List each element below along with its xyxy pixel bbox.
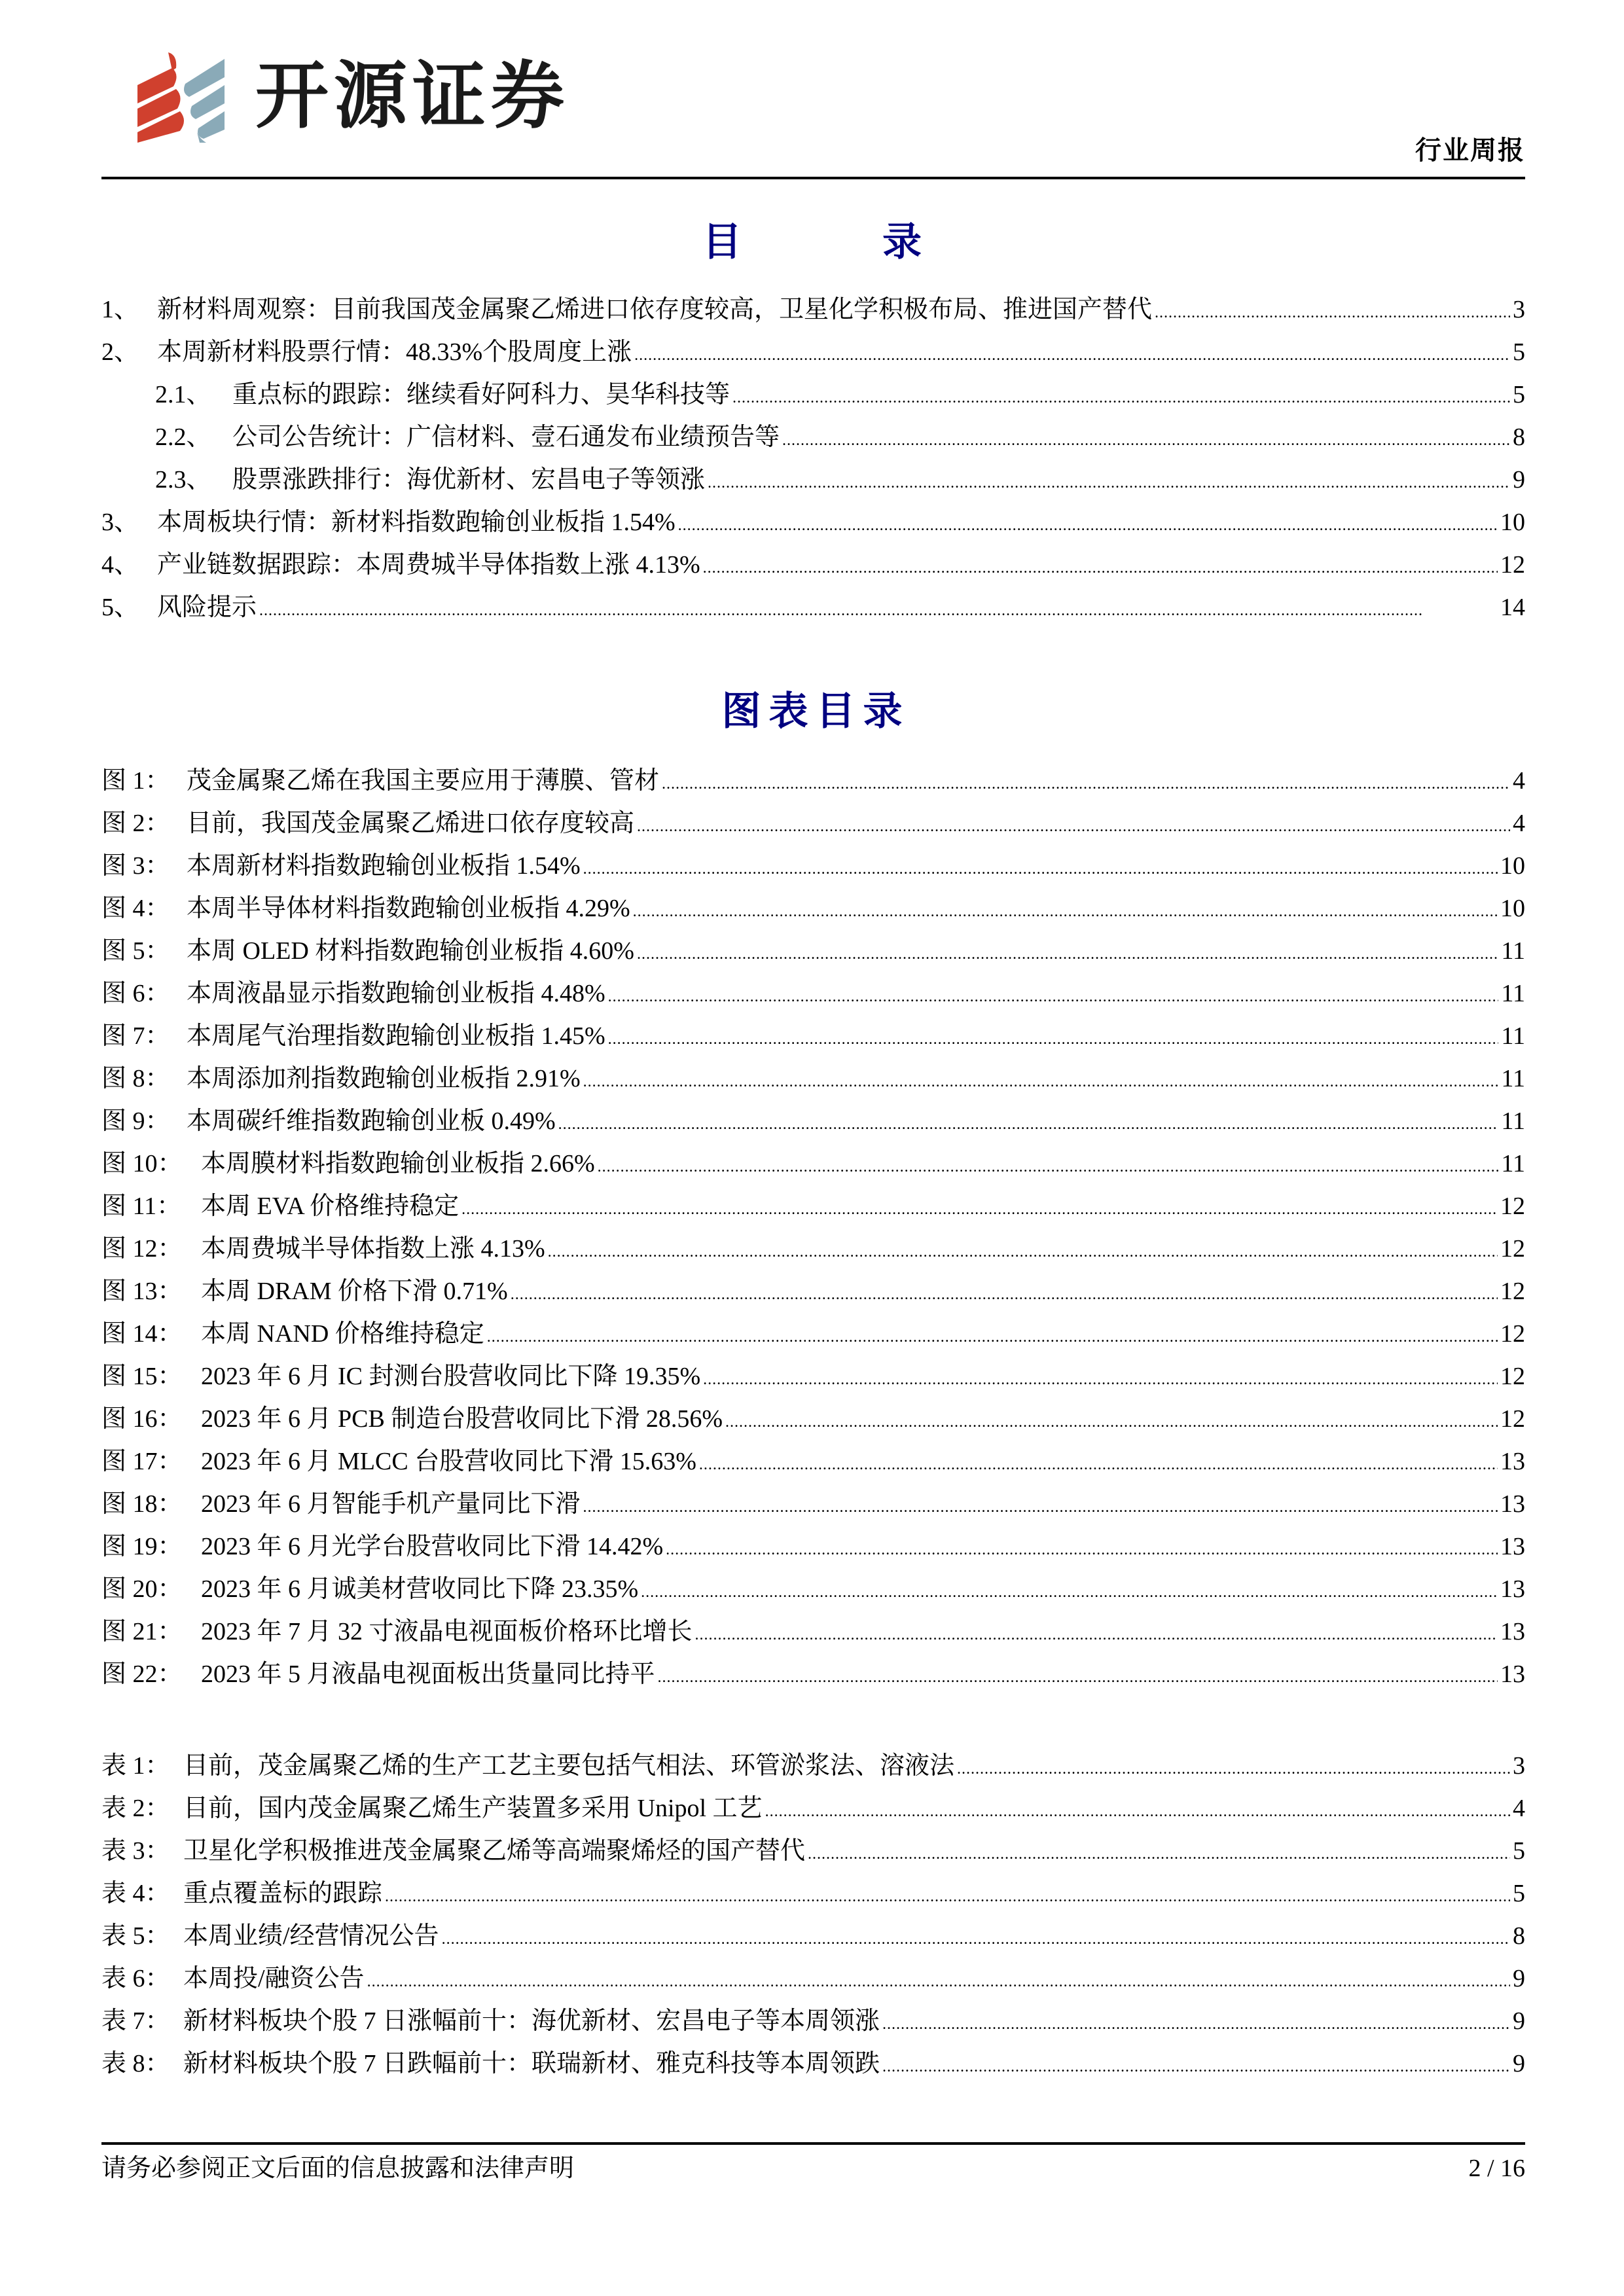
toc-entry-number: 2.3、	[155, 465, 211, 493]
figure-entry-page: 13	[1500, 1660, 1525, 1688]
dot-leader	[782, 422, 1510, 452]
toc-entry-label: 公司公告统计：广信材料、壹石通发布业绩预告等	[232, 423, 780, 451]
brand-name: 开源证券	[255, 54, 569, 139]
dot-leader	[487, 1319, 1498, 1349]
figure-entry-label: 本周液晶显示指数跑输创业板指 4.48%	[187, 979, 605, 1007]
table-entry[interactable]	[101, 2000, 1525, 2042]
table-entry-number: 表 5：	[101, 1922, 170, 1950]
table-entry-number: 表 8：	[101, 2049, 170, 2077]
figure-entry-label: 本周 EVA 价格维持稳定	[201, 1192, 460, 1220]
dot-leader	[583, 851, 1498, 881]
dot-leader	[703, 1361, 1498, 1391]
figure-entry-page: 10	[1500, 894, 1525, 922]
dot-leader	[678, 507, 1498, 537]
figure-entry-label: 2023 年 7 月 32 寸液晶电视面板价格环比增长	[201, 1617, 693, 1645]
toc-entry-page: 10	[1500, 508, 1525, 536]
dot-leader	[1155, 295, 1510, 325]
header-divider	[101, 177, 1525, 179]
figure-entry-label: 2023 年 6 月 MLCC 台股营收同比下滑 15.63%	[201, 1447, 696, 1475]
toc-entry[interactable]	[101, 543, 1525, 586]
figure-entry-page: 13	[1500, 1617, 1525, 1645]
figure-entry-label: 本周 OLED 材料指数跑输创业板指 4.60%	[187, 937, 634, 965]
figure-entry[interactable]	[101, 887, 1525, 929]
table-entry-page: 9	[1513, 2007, 1525, 2035]
table-entry[interactable]	[101, 1957, 1525, 2000]
figure-entry-number: 图 7：	[101, 1022, 170, 1050]
dot-leader	[634, 337, 1510, 367]
figure-entry[interactable]	[101, 1270, 1525, 1312]
figure-entry-label: 2023 年 6 月 IC 封测台股营收同比下降 19.35%	[201, 1362, 701, 1390]
figure-entry-label: 2023 年 6 月 PCB 制造台股营收同比下滑 28.56%	[201, 1405, 723, 1433]
figure-entry[interactable]	[101, 1355, 1525, 1397]
figure-entry-page: 12	[1500, 1405, 1525, 1433]
figure-entry-number: 图 13：	[101, 1277, 183, 1305]
figure-entry-page: 11	[1501, 979, 1525, 1007]
figure-entry-number: 图 11：	[101, 1192, 182, 1220]
figure-entry-number: 图 14：	[101, 1319, 183, 1348]
figure-entry-number: 图 18：	[101, 1490, 183, 1518]
footer-divider	[101, 2142, 1525, 2145]
table-entry-label: 本周投/融资公告	[183, 1964, 365, 1992]
figure-entry-page: 12	[1500, 1192, 1525, 1220]
table-entry-number: 表 6：	[101, 1964, 170, 1992]
dot-leader	[259, 592, 1498, 622]
figure-entry-label: 2023 年 6 月智能手机产量同比下滑	[201, 1490, 581, 1518]
dot-leader	[511, 1276, 1498, 1306]
figure-entry-label: 2023 年 6 月光学台股营收同比下滑 14.42%	[201, 1532, 664, 1560]
dot-leader	[367, 1964, 1510, 1994]
table-entry-page: 8	[1513, 1922, 1525, 1950]
figure-entry-label: 2023 年 6 月诚美材营收同比下降 23.35%	[201, 1575, 639, 1603]
toc-list	[101, 288, 1525, 628]
figure-entry-number: 图 10：	[101, 1149, 183, 1177]
figure-entry[interactable]	[101, 1014, 1525, 1057]
figure-entry-page: 13	[1500, 1532, 1525, 1560]
figure-entry-number: 图 21：	[101, 1617, 183, 1645]
dot-leader	[808, 1836, 1510, 1866]
figure-entry-page: 4	[1513, 809, 1525, 837]
toc-entry[interactable]	[101, 586, 1525, 628]
figure-entry-page: 12	[1500, 1362, 1525, 1390]
figures-list	[101, 759, 1525, 1695]
toc-entry-number: 2.2、	[155, 423, 211, 451]
figure-entry-page: 11	[1501, 1064, 1525, 1092]
table-entry-label: 新材料板块个股 7 日涨幅前十：海优新材、宏昌电子等本周领涨	[183, 2007, 880, 2035]
figure-entry-number: 图 9：	[101, 1107, 170, 1135]
table-entry-number: 表 4：	[101, 1879, 170, 1907]
figure-entry-label: 本周半导体材料指数跑输创业板指 4.29%	[187, 894, 630, 922]
figure-entry-label: 目前，我国茂金属聚乙烯进口依存度较高	[187, 809, 635, 837]
table-entry-label: 重点覆盖标的跟踪	[183, 1879, 383, 1907]
figure-entry-page: 10	[1500, 852, 1525, 880]
dot-leader	[641, 1574, 1498, 1604]
table-entry-number: 表 1：	[101, 1751, 170, 1780]
figure-entry-label: 茂金属聚乙烯在我国主要应用于薄膜、管材	[187, 766, 660, 795]
figure-entry-number: 图 12：	[101, 1234, 183, 1263]
dot-leader	[461, 1191, 1498, 1221]
toc-entry-label: 本周板块行情：新材料指数跑输创业板指 1.54%	[157, 508, 676, 536]
dot-leader	[703, 550, 1498, 580]
figure-entry-number: 图 17：	[101, 1447, 183, 1475]
figure-entry[interactable]	[101, 1568, 1525, 1610]
figure-entry-number: 图 3：	[101, 852, 170, 880]
toc-title: 目 录	[702, 221, 987, 264]
figure-entry[interactable]	[101, 1185, 1525, 1227]
dot-leader	[699, 1446, 1498, 1477]
figure-entry-number: 图 8：	[101, 1064, 170, 1092]
toc-entry-page: 9	[1513, 465, 1525, 493]
figure-entry-number: 图 15：	[101, 1362, 183, 1390]
dot-leader	[633, 893, 1498, 924]
dot-leader	[695, 1617, 1498, 1647]
toc-entry-page: 5	[1513, 338, 1525, 366]
table-entry[interactable]	[101, 1787, 1525, 1829]
figure-entry-page: 13	[1500, 1490, 1525, 1518]
dot-leader	[732, 380, 1510, 410]
figure-entry[interactable]	[101, 802, 1525, 844]
figure-entry[interactable]	[101, 1440, 1525, 1482]
dot-leader	[637, 936, 1498, 966]
figure-entry-page: 13	[1500, 1575, 1525, 1603]
figure-entry-label: 本周尾气治理指数跑输创业板指 1.45%	[187, 1022, 605, 1050]
figure-entry-label: 本周碳纤维指数跑输创业板 0.49%	[187, 1107, 556, 1135]
toc-entry-page: 14	[1500, 593, 1525, 621]
figure-entry[interactable]	[101, 972, 1525, 1014]
dot-leader	[658, 1659, 1498, 1689]
dot-leader	[725, 1404, 1498, 1434]
figure-entry-label: 本周新材料指数跑输创业板指 1.54%	[187, 852, 581, 880]
toc-subentry[interactable]	[101, 416, 1525, 458]
dot-leader	[583, 1489, 1498, 1519]
dot-leader	[608, 978, 1499, 1009]
toc-entry-label: 风险提示	[157, 593, 257, 621]
table-entry-label: 新材料板块个股 7 日跌幅前十：联瑞新材、雅克科技等本周领跌	[183, 2049, 880, 2077]
table-entry-page: 4	[1513, 1794, 1525, 1822]
figure-entry-number: 图 2：	[101, 809, 170, 837]
figure-entry-page: 11	[1501, 1107, 1525, 1135]
figure-entry[interactable]	[101, 1100, 1525, 1142]
figure-entry-label: 本周费城半导体指数上涨 4.13%	[201, 1234, 545, 1263]
figure-entry-page: 12	[1500, 1234, 1525, 1263]
figure-entry-number: 图 19：	[101, 1532, 183, 1560]
dot-leader	[548, 1234, 1498, 1264]
toc-entry-label: 产业链数据跟踪：本周费城半导体指数上涨 4.13%	[157, 550, 700, 579]
figure-entry-page: 12	[1500, 1319, 1525, 1348]
figure-entry-label: 本周 NAND 价格维持稳定	[201, 1319, 484, 1348]
toc-entry-page: 5	[1513, 380, 1525, 408]
dot-leader	[442, 1921, 1510, 1951]
figure-entry-page: 11	[1501, 1022, 1525, 1050]
tables-list	[101, 1744, 1525, 2085]
toc-entry-label: 本周新材料股票行情：48.33%个股周度上涨	[157, 338, 632, 366]
report-type-label: 行业周报	[1415, 135, 1525, 165]
toc-entry-label: 重点标的跟踪：继续看好阿科力、昊华科技等	[232, 380, 731, 408]
table-entry-page: 9	[1513, 1964, 1525, 1992]
toc-entry-number: 4、	[101, 550, 139, 579]
dot-leader	[637, 808, 1510, 838]
toc-entry-number: 3、	[101, 508, 139, 536]
toc-entry-page: 3	[1513, 295, 1525, 323]
dot-leader	[882, 2049, 1510, 2079]
dot-leader	[583, 1064, 1499, 1094]
table-entry[interactable]	[101, 1872, 1525, 1914]
figure-entry-number: 图 1：	[101, 766, 170, 795]
toc-entry-label: 股票涨跌排行：海优新材、宏昌电子等领涨	[232, 465, 706, 493]
table-entry[interactable]	[101, 2042, 1525, 2085]
table-entry-label: 目前，茂金属聚乙烯的生产工艺主要包括气相法、环管淤浆法、溶液法	[183, 1751, 955, 1780]
figure-entry[interactable]	[101, 1525, 1525, 1568]
disclaimer-note: 请务必参阅正文后面的信息披露和法律声明	[101, 2155, 575, 2182]
figure-entry-page: 11	[1501, 937, 1525, 965]
figure-entry[interactable]	[101, 1610, 1525, 1653]
table-entry[interactable]	[101, 1829, 1525, 1872]
table-entry-page: 5	[1513, 1837, 1525, 1865]
figure-entry-label: 本周添加剂指数跑输创业板指 2.91%	[187, 1064, 581, 1092]
toc-entry-label: 新材料周观察：目前我国茂金属聚乙烯进口依存度较高，卫星化学积极布局、推进国产替代	[157, 295, 1153, 323]
figure-entry-label: 本周 DRAM 价格下滑 0.71%	[201, 1277, 508, 1305]
toc-entry[interactable]	[101, 501, 1525, 543]
figure-entry-number: 图 5：	[101, 937, 170, 965]
table-entry-page: 9	[1513, 2049, 1525, 2077]
toc-entry[interactable]	[101, 331, 1525, 373]
figure-entry-number: 图 6：	[101, 979, 170, 1007]
figure-entry-number: 图 16：	[101, 1405, 183, 1433]
toc-entry-page: 8	[1513, 423, 1525, 451]
figure-entry-number: 图 20：	[101, 1575, 183, 1603]
dot-leader	[608, 1021, 1499, 1051]
dot-leader	[957, 1751, 1510, 1781]
figures-list-title: 图表目录	[721, 690, 911, 733]
table-entry-page: 3	[1513, 1751, 1525, 1780]
figure-entry[interactable]	[101, 1653, 1525, 1695]
figure-entry[interactable]	[101, 1312, 1525, 1355]
toc-entry-page: 12	[1500, 550, 1525, 579]
figure-entry[interactable]	[101, 1482, 1525, 1525]
table-entry[interactable]	[101, 1744, 1525, 1787]
figure-entry-label: 本周膜材料指数跑输创业板指 2.66%	[201, 1149, 595, 1177]
toc-entry-number: 2.1、	[155, 380, 211, 408]
dot-leader	[708, 465, 1510, 495]
figure-entry-number: 图 22：	[101, 1660, 183, 1688]
toc-subentry[interactable]	[101, 458, 1525, 501]
figure-entry-page: 11	[1501, 1149, 1525, 1177]
dot-leader	[765, 1793, 1510, 1823]
figure-entry[interactable]	[101, 1397, 1525, 1440]
figure-entry[interactable]	[101, 1227, 1525, 1270]
figure-entry-page: 4	[1513, 766, 1525, 795]
figure-entry-label: 2023 年 5 月液晶电视面板出货量同比持平	[201, 1660, 655, 1688]
figure-entry[interactable]	[101, 844, 1525, 887]
toc-entry-number: 1、	[101, 295, 139, 323]
figure-entry-page: 12	[1500, 1277, 1525, 1305]
kaiyuan-securities-logo-icon	[134, 51, 226, 143]
dot-leader	[882, 2006, 1510, 2036]
figure-entry-page: 13	[1500, 1447, 1525, 1475]
dot-leader	[385, 1878, 1510, 1909]
toc-entry[interactable]	[101, 288, 1525, 331]
figure-entry-number: 图 4：	[101, 894, 170, 922]
figure-entry[interactable]	[101, 929, 1525, 972]
table-entry-label: 目前，国内茂金属聚乙烯生产装置多采用 Unipol 工艺	[183, 1794, 763, 1822]
table-entry-page: 5	[1513, 1879, 1525, 1907]
table-entry[interactable]	[101, 1914, 1525, 1957]
page-indicator: 2 / 16	[1468, 2155, 1525, 2182]
table-entry-number: 表 3：	[101, 1837, 170, 1865]
figure-entry[interactable]	[101, 1057, 1525, 1100]
dot-leader	[666, 1532, 1498, 1562]
dot-leader	[558, 1106, 1499, 1136]
table-entry-number: 表 2：	[101, 1794, 170, 1822]
figure-entry[interactable]	[101, 1142, 1525, 1185]
table-entry-label: 本周业绩/经营情况公告	[183, 1922, 439, 1950]
toc-entry-number: 2、	[101, 338, 139, 366]
toc-subentry[interactable]	[101, 373, 1525, 416]
table-entry-number: 表 7：	[101, 2007, 170, 2035]
table-entry-label: 卫星化学积极推进茂金属聚乙烯等高端聚烯烃的国产替代	[183, 1837, 806, 1865]
toc-entry-number: 5、	[101, 593, 139, 621]
figure-entry[interactable]	[101, 759, 1525, 802]
dot-leader	[662, 766, 1510, 796]
dot-leader	[598, 1149, 1499, 1179]
